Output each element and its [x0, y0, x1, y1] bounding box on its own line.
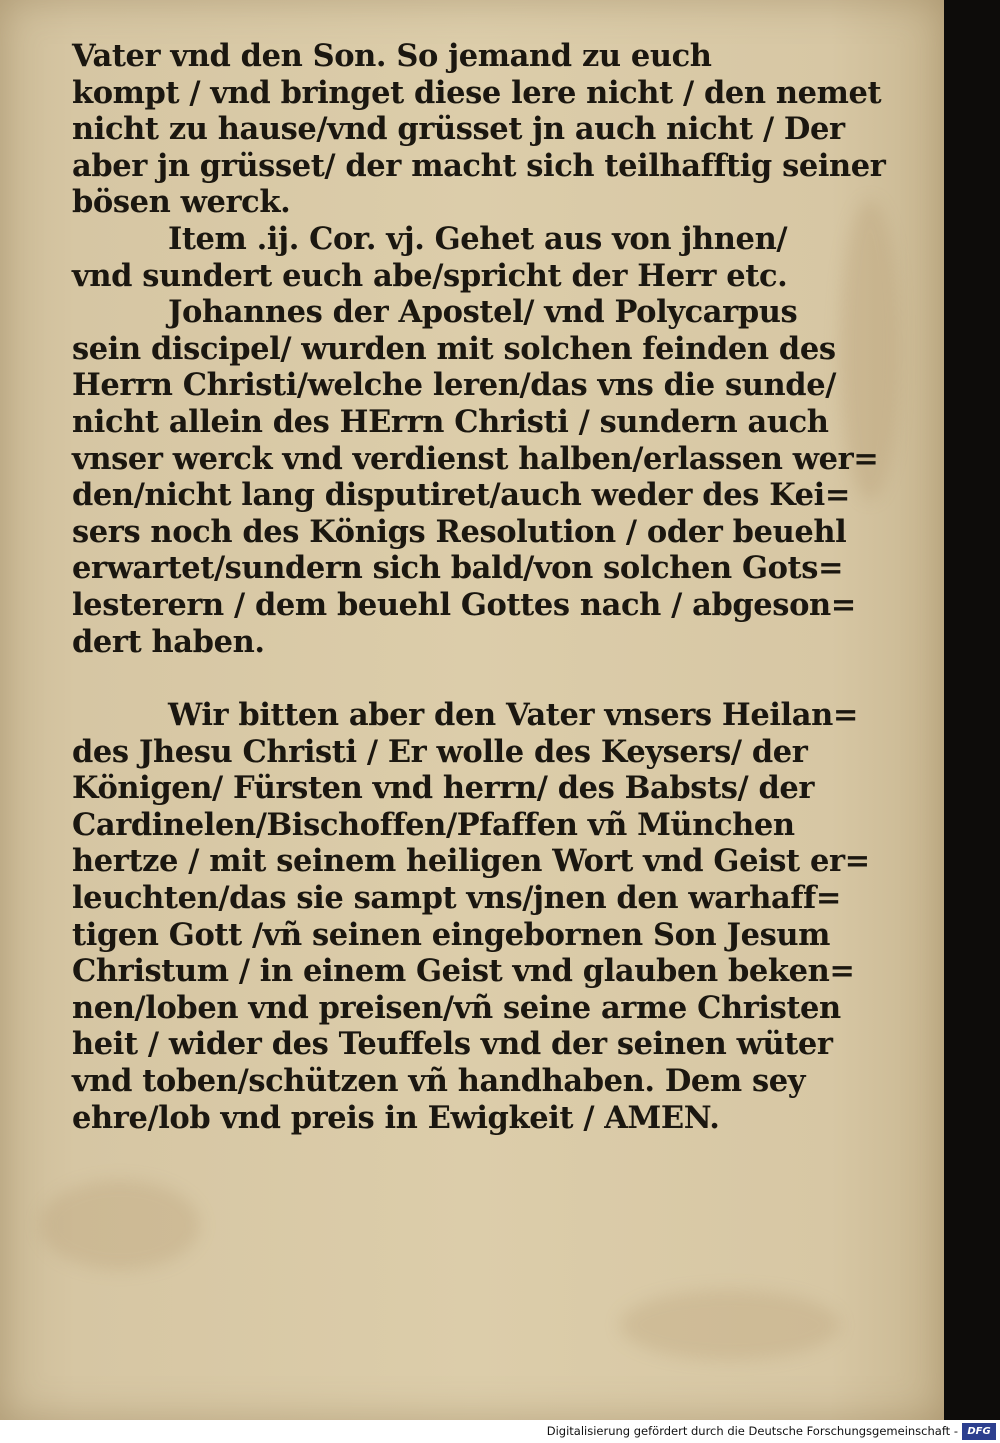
paragraph-4 [72, 697, 870, 1136]
text-line: Johannes der Apostel/ vnd Polycarpus [168, 294, 798, 331]
text-line: Vater vnd den Son. So jemand zu euch [72, 38, 712, 74]
text-line: nicht allein des HErrn Christi / sundern auch [72, 403, 829, 440]
paragraph-2 [72, 221, 802, 294]
text-line: lesterern / dem beuehl Gottes nach / abgeson= [72, 586, 856, 623]
text-line: bösen werck. [72, 184, 291, 221]
page-text [72, 38, 886, 1136]
text-line: nicht zu hause/vnd grüsset jn auch nicht / Der [72, 111, 845, 148]
paper-stain [40, 1180, 200, 1270]
paragraph-3 [72, 294, 879, 660]
funding-credit: Digitalisierung gefördert durch die Deutsche Forschungsgemeinschaft - [546, 1424, 958, 1438]
text-line: Christum / in einem Geist vnd glauben beken= [72, 953, 855, 990]
text-line: vnd sundert euch abe/spricht der Herr etc. [72, 257, 788, 294]
text-line: tigen Gott /vñ seinen eingebornen Son Jesum [72, 916, 831, 953]
text-line: Item .ij. Cor. vj. Gehet aus von jhnen/ [168, 220, 788, 257]
paper-stain [620, 1290, 840, 1360]
text-line: dert haben. [72, 623, 265, 660]
text-line: hertze / mit seinem heiligen Wort vnd Geist er= [72, 843, 870, 880]
text-line: Wir bitten aber den Vater vnsers Heilan= [168, 697, 859, 734]
text-line: den/nicht lang disputiret/auch weder des Kei= [72, 477, 850, 514]
text-line: kompt / vnd bringet diese lere nicht / den nemet [72, 74, 882, 111]
text-line: erwartet/sundern sich bald/von solchen Gots= [72, 550, 844, 587]
text-line: heit / wider des Teuffels vnd der seinen wüter [72, 1026, 833, 1063]
text-line: Königen/ Fürsten vnd herrn/ des Babsts/ der [72, 770, 815, 807]
text-line: des Jhesu Christi / Er wolle des Keysers/ der [72, 733, 808, 770]
text-line: leuchten/das sie sampt vns/jnen den warhaff= [72, 880, 841, 917]
paragraph-1 [72, 38, 886, 221]
text-line: Cardinelen/Bischoffen/Pfaffen vñ München [72, 806, 795, 843]
text-line: nen/loben vnd preisen/vñ seine arme Christen [72, 989, 841, 1026]
text-line: vnser werck vnd verdienst halben/erlassen wer= [72, 440, 879, 477]
text-line: aber jn grüsset/ der macht sich teilhafftig seiner [72, 147, 886, 184]
dfg-logo: DFG [962, 1423, 996, 1440]
text-line: sein discipel/ wurden mit solchen feinden des [72, 330, 836, 367]
text-line: Herrn Christi/welche leren/das vns die sunde/ [72, 367, 836, 404]
text-line: sers noch des Königs Resolution / oder beuehl [72, 513, 847, 550]
text-line: vnd toben/schützen vñ handhaben. Dem sey [72, 1063, 806, 1100]
text-line: ehre/lob vnd preis in Ewigkeit / AMEN. [72, 1099, 720, 1136]
paragraph-gap [72, 660, 802, 697]
